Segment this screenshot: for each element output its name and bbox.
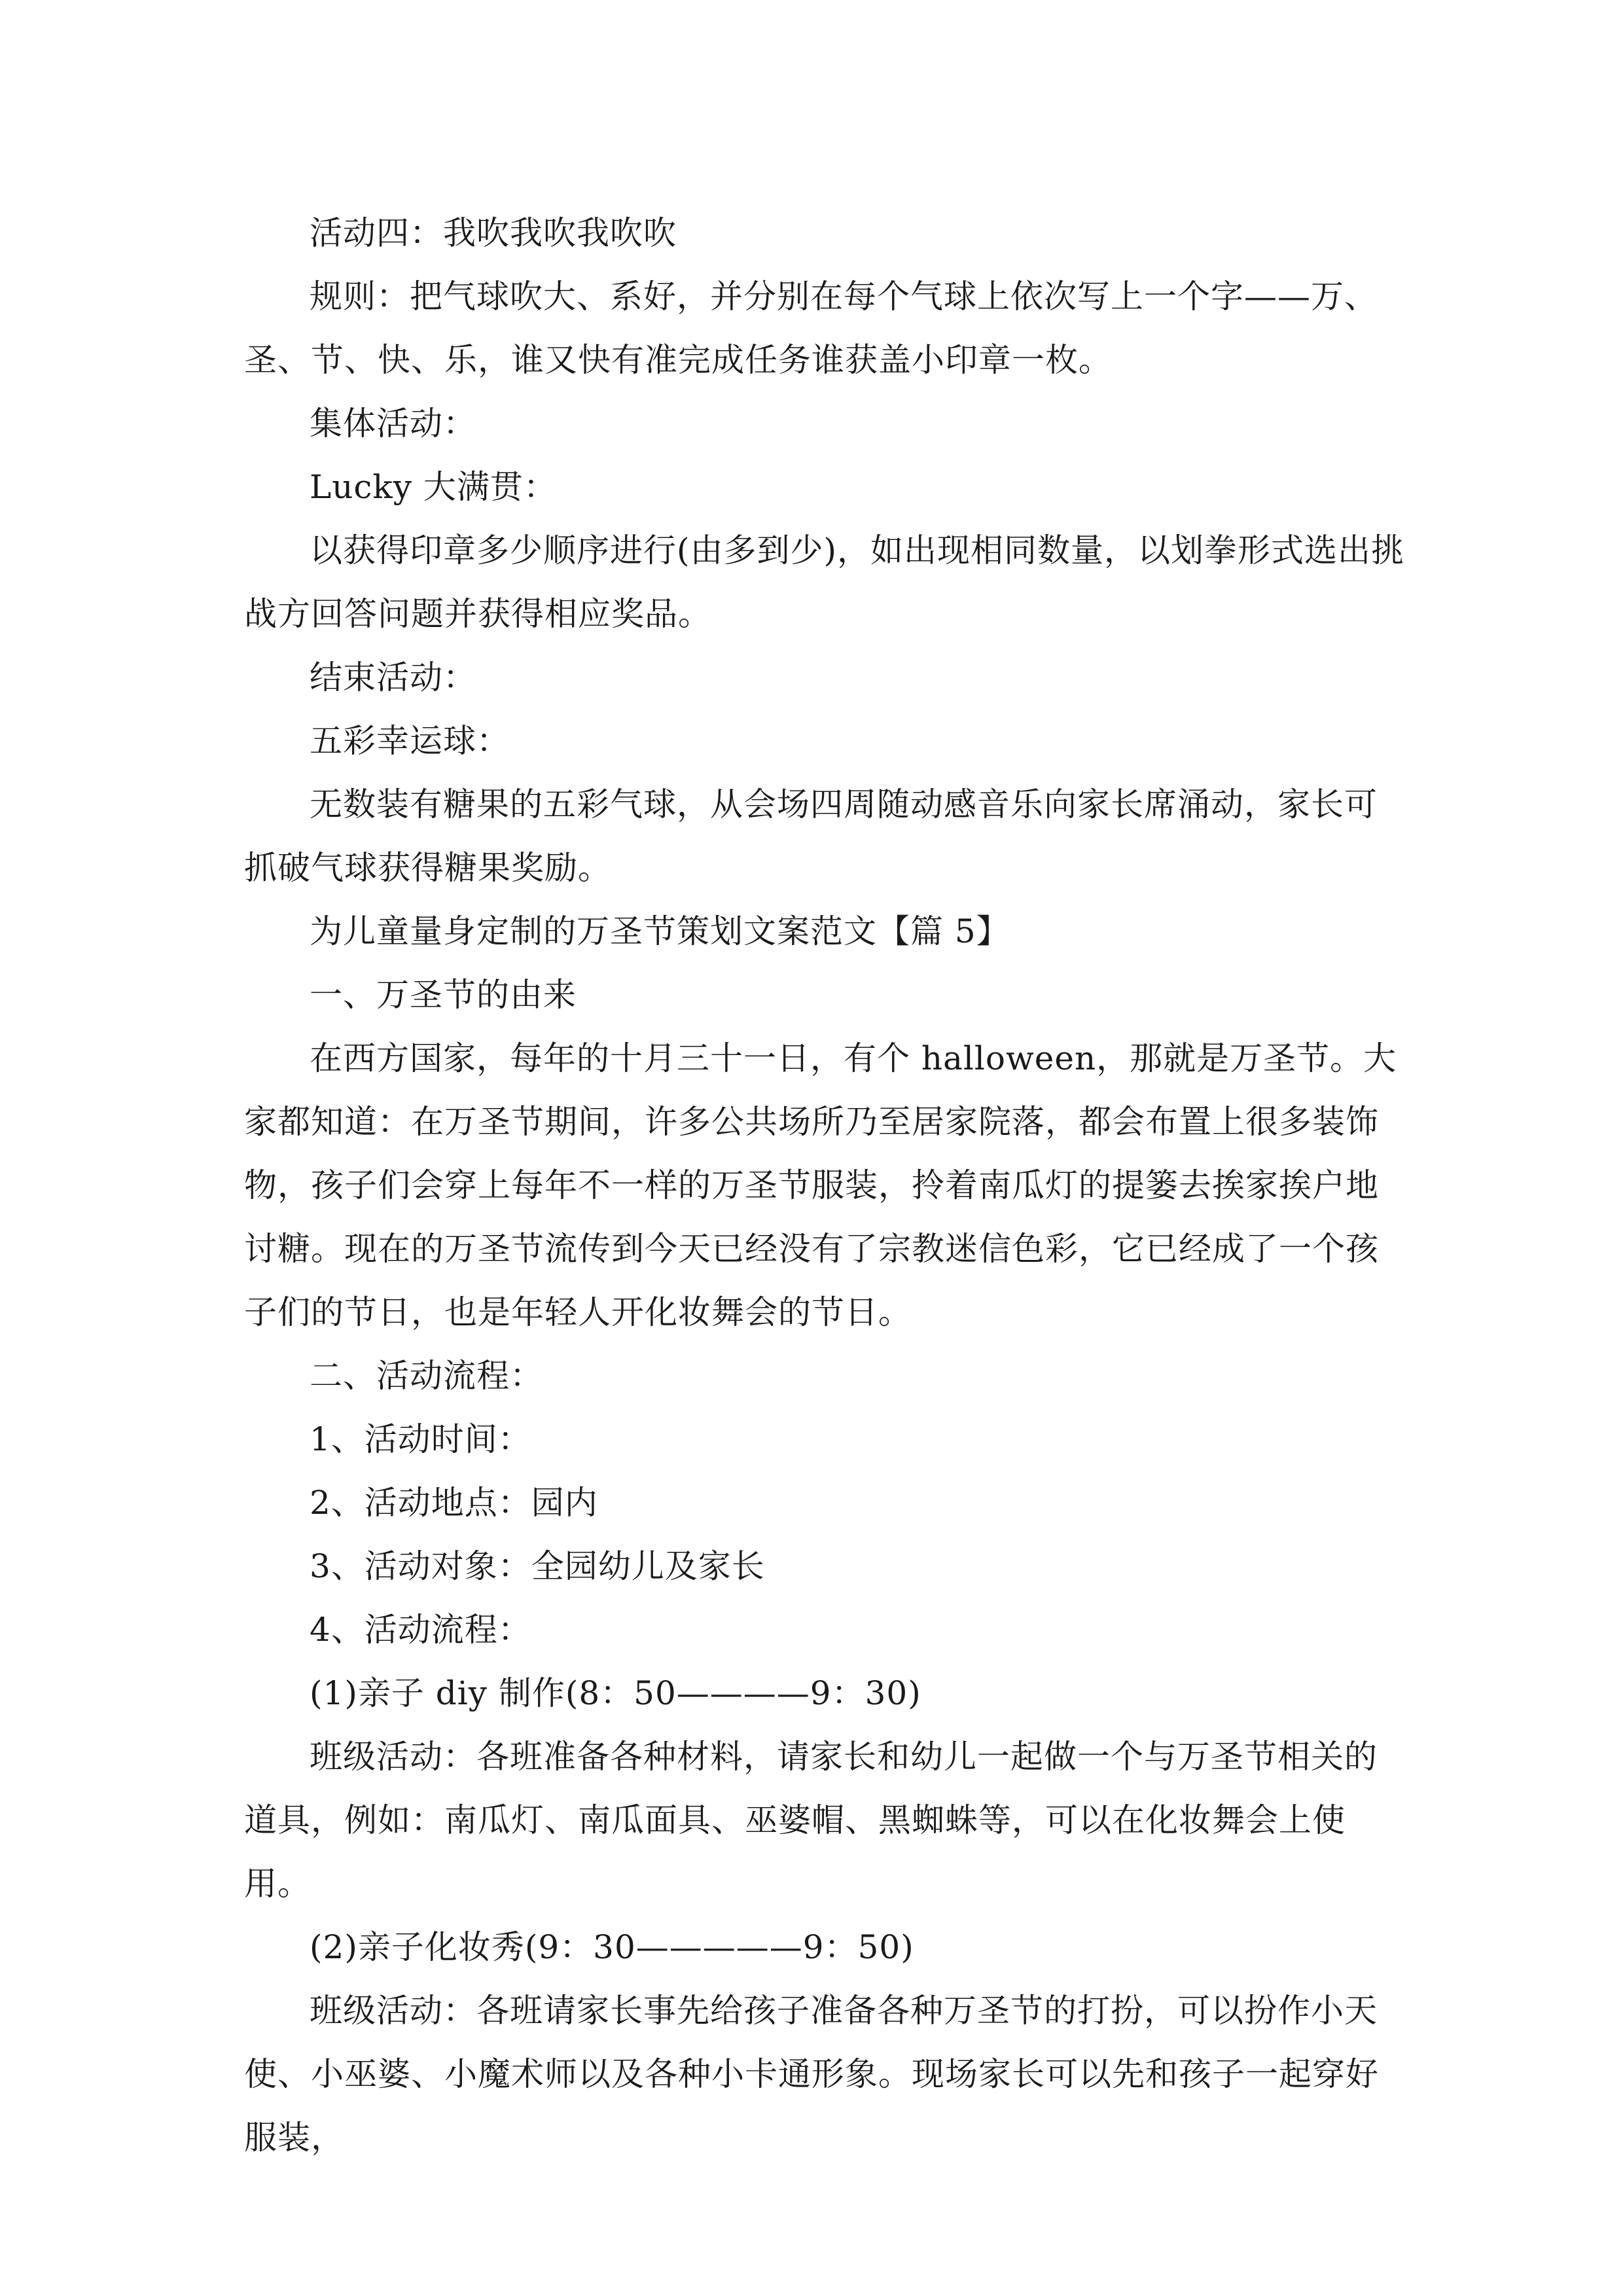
section-process-heading: 二、活动流程：	[310, 1357, 543, 1395]
activity-four-heading: 活动四：我吹我吹我吹吹	[310, 214, 677, 252]
activity-location: 2、活动地点：园内	[310, 1484, 598, 1522]
lucky-balls-heading: 五彩幸运球：	[310, 722, 510, 760]
diy-making-text: 班级活动：各班准备各种材料，请家长和幼儿一起做一个与万圣节相关的道具，例如：南瓜灯、南瓜面具、巫婆帽、黑蜘蛛等，可以在化妆舞会上使用。	[244, 1738, 1378, 1903]
activity-process-heading: 4、活动流程：	[310, 1611, 531, 1649]
makeup-show-heading: (2)亲子化妆秀(9：30—————9：50)	[310, 1928, 914, 1966]
article-five-title: 为儿童量身定制的万圣节策划文案范文【篇 5】	[310, 912, 1010, 950]
document-body	[244, 202, 1406, 2170]
activity-target: 3、活动对象：全园幼儿及家长	[310, 1547, 765, 1585]
activity-time: 1、活动时间：	[310, 1420, 531, 1458]
diy-making-heading: (1)亲子 diy 制作(8：50————9：30)	[310, 1674, 921, 1712]
section-origin-heading: 一、万圣节的由来	[310, 976, 577, 1014]
group-activity-heading: 集体活动：	[310, 404, 476, 442]
lucky-grand-slam-heading: Lucky 大满贯：	[310, 468, 557, 506]
section-origin-text: 在西方国家，每年的十月三十一日，有个 halloween，那就是万圣节。大家都知道：在万圣节期间，许多公共场所乃至居家院落，都会布置上很多装饰物，孩子们会穿上每年不一样的万圣节服装，拎着南瓜灯的提篓去挨家挨户地讨糖。现在的万圣节流传到今天已经没有了宗教迷信色彩，它已经成了一个孩子们的节日，也是年轻人开化妆舞会的节日。	[244, 1039, 1397, 1331]
ending-activity-heading: 结束活动：	[310, 658, 476, 696]
lucky-grand-slam-text: 以获得印章多少顺序进行(由多到少)，如出现相同数量，以划拳形式选出挑战方回答问题并获得相应奖品。	[244, 531, 1405, 633]
makeup-show-text: 班级活动：各班请家长事先给孩子准备各种万圣节的打扮，可以扮作小天使、小巫婆、小魔术师以及各种小卡通形象。现场家长可以先和孩子一起穿好服装，	[244, 1992, 1379, 2157]
activity-four-rules: 规则：把气球吹大、系好，并分别在每个气球上依次写上一个字——万、圣、节、快、乐，谁又快有准完成任务谁获盖小印章一枚。	[244, 278, 1378, 379]
lucky-balls-text: 无数装有糖果的五彩气球，从会场四周随动感音乐向家长席涌动，家长可抓破气球获得糖果奖励。	[244, 785, 1378, 887]
